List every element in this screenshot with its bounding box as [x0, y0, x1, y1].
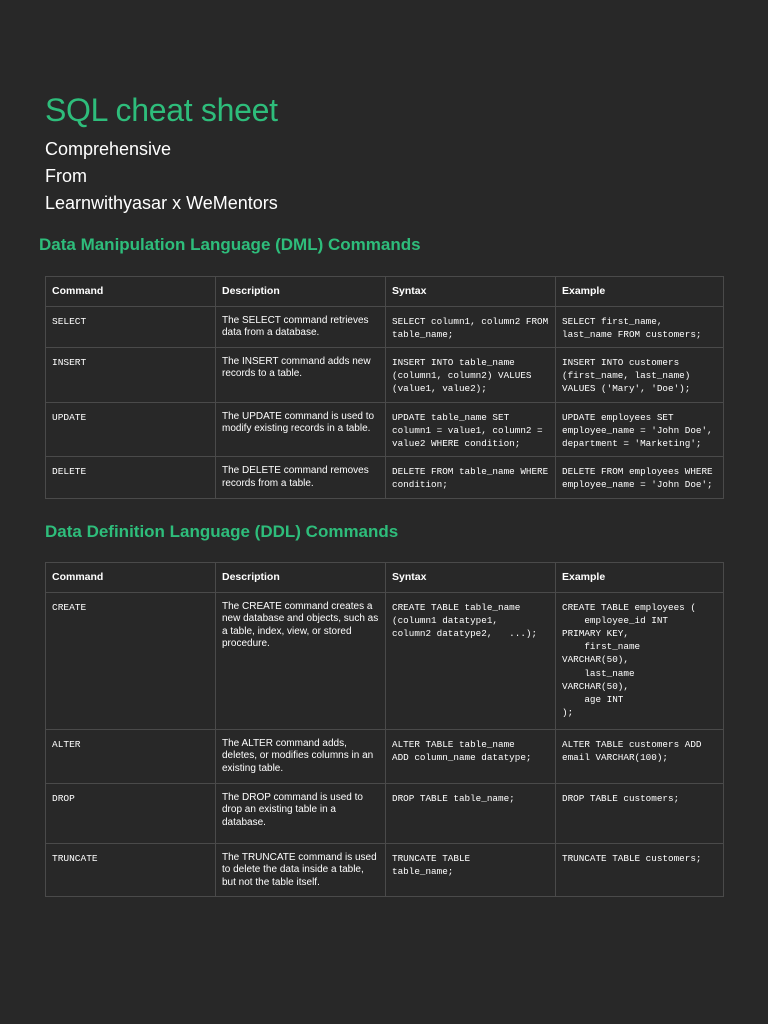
- command-cell: DELETE: [46, 457, 216, 498]
- table-row: [46, 402, 724, 457]
- example-cell: DELETE FROM employees WHERE employee_name = 'John Doe';: [556, 457, 724, 498]
- column-header-syntax: Syntax: [386, 563, 556, 593]
- description-cell: The UPDATE command is used to modify existing records in a table.: [216, 402, 386, 457]
- syntax-cell: UPDATE table_name SET column1 = value1, column2 = value2 WHERE condition;: [386, 402, 556, 457]
- table-row: [46, 457, 724, 498]
- syntax-cell: TRUNCATE TABLE table_name;: [386, 843, 556, 896]
- table-row: [46, 783, 724, 843]
- command-cell: SELECT: [46, 306, 216, 347]
- command-cell: DROP: [46, 783, 216, 843]
- command-cell: UPDATE: [46, 402, 216, 457]
- page-title: SQL cheat sheet: [45, 92, 278, 128]
- table-row: [46, 729, 724, 783]
- column-header-command: Command: [46, 563, 216, 593]
- example-cell: CREATE TABLE employees ( employee_id INT PRIMARY KEY, first_name VARCHAR(50), last_name VARCHAR(50), age INT );: [556, 592, 724, 729]
- description-cell: The ALTER command adds, deletes, or modifies columns in an existing table.: [216, 729, 386, 783]
- table-row: [46, 306, 724, 347]
- syntax-cell: SELECT column1, column2 FROM table_name;: [386, 306, 556, 347]
- dml-header-row: [46, 277, 724, 307]
- command-cell: INSERT: [46, 347, 216, 402]
- syntax-cell: INSERT INTO table_name (column1, column2) VALUES (value1, value2);: [386, 347, 556, 402]
- command-cell: CREATE: [46, 592, 216, 729]
- description-cell: The INSERT command adds new records to a table.: [216, 347, 386, 402]
- column-header-example: Example: [556, 277, 724, 307]
- example-cell: SELECT first_name, last_name FROM customers;: [556, 306, 724, 347]
- syntax-cell: CREATE TABLE table_name (column1 datatype1, column2 datatype2, ...);: [386, 592, 556, 729]
- dml-table: [45, 276, 724, 499]
- description-cell: The CREATE command creates a new database and objects, such as a table, index, view, or stored procedure.: [216, 592, 386, 729]
- example-cell: UPDATE employees SET employee_name = 'John Doe', department = 'Marketing';: [556, 402, 724, 457]
- column-header-example: Example: [556, 563, 724, 593]
- subtitle-line-1: Comprehensive: [45, 139, 172, 159]
- example-cell: TRUNCATE TABLE customers;: [556, 843, 724, 896]
- syntax-cell: ALTER TABLE table_name ADD column_name datatype;: [386, 729, 556, 783]
- description-cell: The TRUNCATE command is used to delete the data inside a table, but not the table itself.: [216, 843, 386, 896]
- description-cell: The SELECT command retrieves data from a database.: [216, 306, 386, 347]
- ddl-table: [45, 562, 724, 897]
- table-row: [46, 592, 724, 729]
- subtitle-line-3: Learnwithyasar x WeMentors: [45, 193, 278, 213]
- command-cell: ALTER: [46, 729, 216, 783]
- syntax-cell: DELETE FROM table_name WHERE condition;: [386, 457, 556, 498]
- dml-section-heading: Data Manipulation Language (DML) Commands: [39, 235, 421, 254]
- description-cell: The DELETE command removes records from a table.: [216, 457, 386, 498]
- description-cell: The DROP command is used to drop an existing table in a database.: [216, 783, 386, 843]
- example-cell: INSERT INTO customers (first_name, last_name) VALUES ('Mary', 'Doe');: [556, 347, 724, 402]
- example-cell: DROP TABLE customers;: [556, 783, 724, 843]
- example-cell: ALTER TABLE customers ADD email VARCHAR(100);: [556, 729, 724, 783]
- syntax-cell: DROP TABLE table_name;: [386, 783, 556, 843]
- column-header-syntax: Syntax: [386, 277, 556, 307]
- column-header-command: Command: [46, 277, 216, 307]
- table-row: [46, 347, 724, 402]
- column-header-description: Description: [216, 563, 386, 593]
- command-cell: TRUNCATE: [46, 843, 216, 896]
- subtitle-line-2: From: [45, 166, 87, 186]
- ddl-header-row: [46, 563, 724, 593]
- column-header-description: Description: [216, 277, 386, 307]
- ddl-section-heading: Data Definition Language (DDL) Commands: [45, 522, 399, 541]
- table-row: [46, 843, 724, 896]
